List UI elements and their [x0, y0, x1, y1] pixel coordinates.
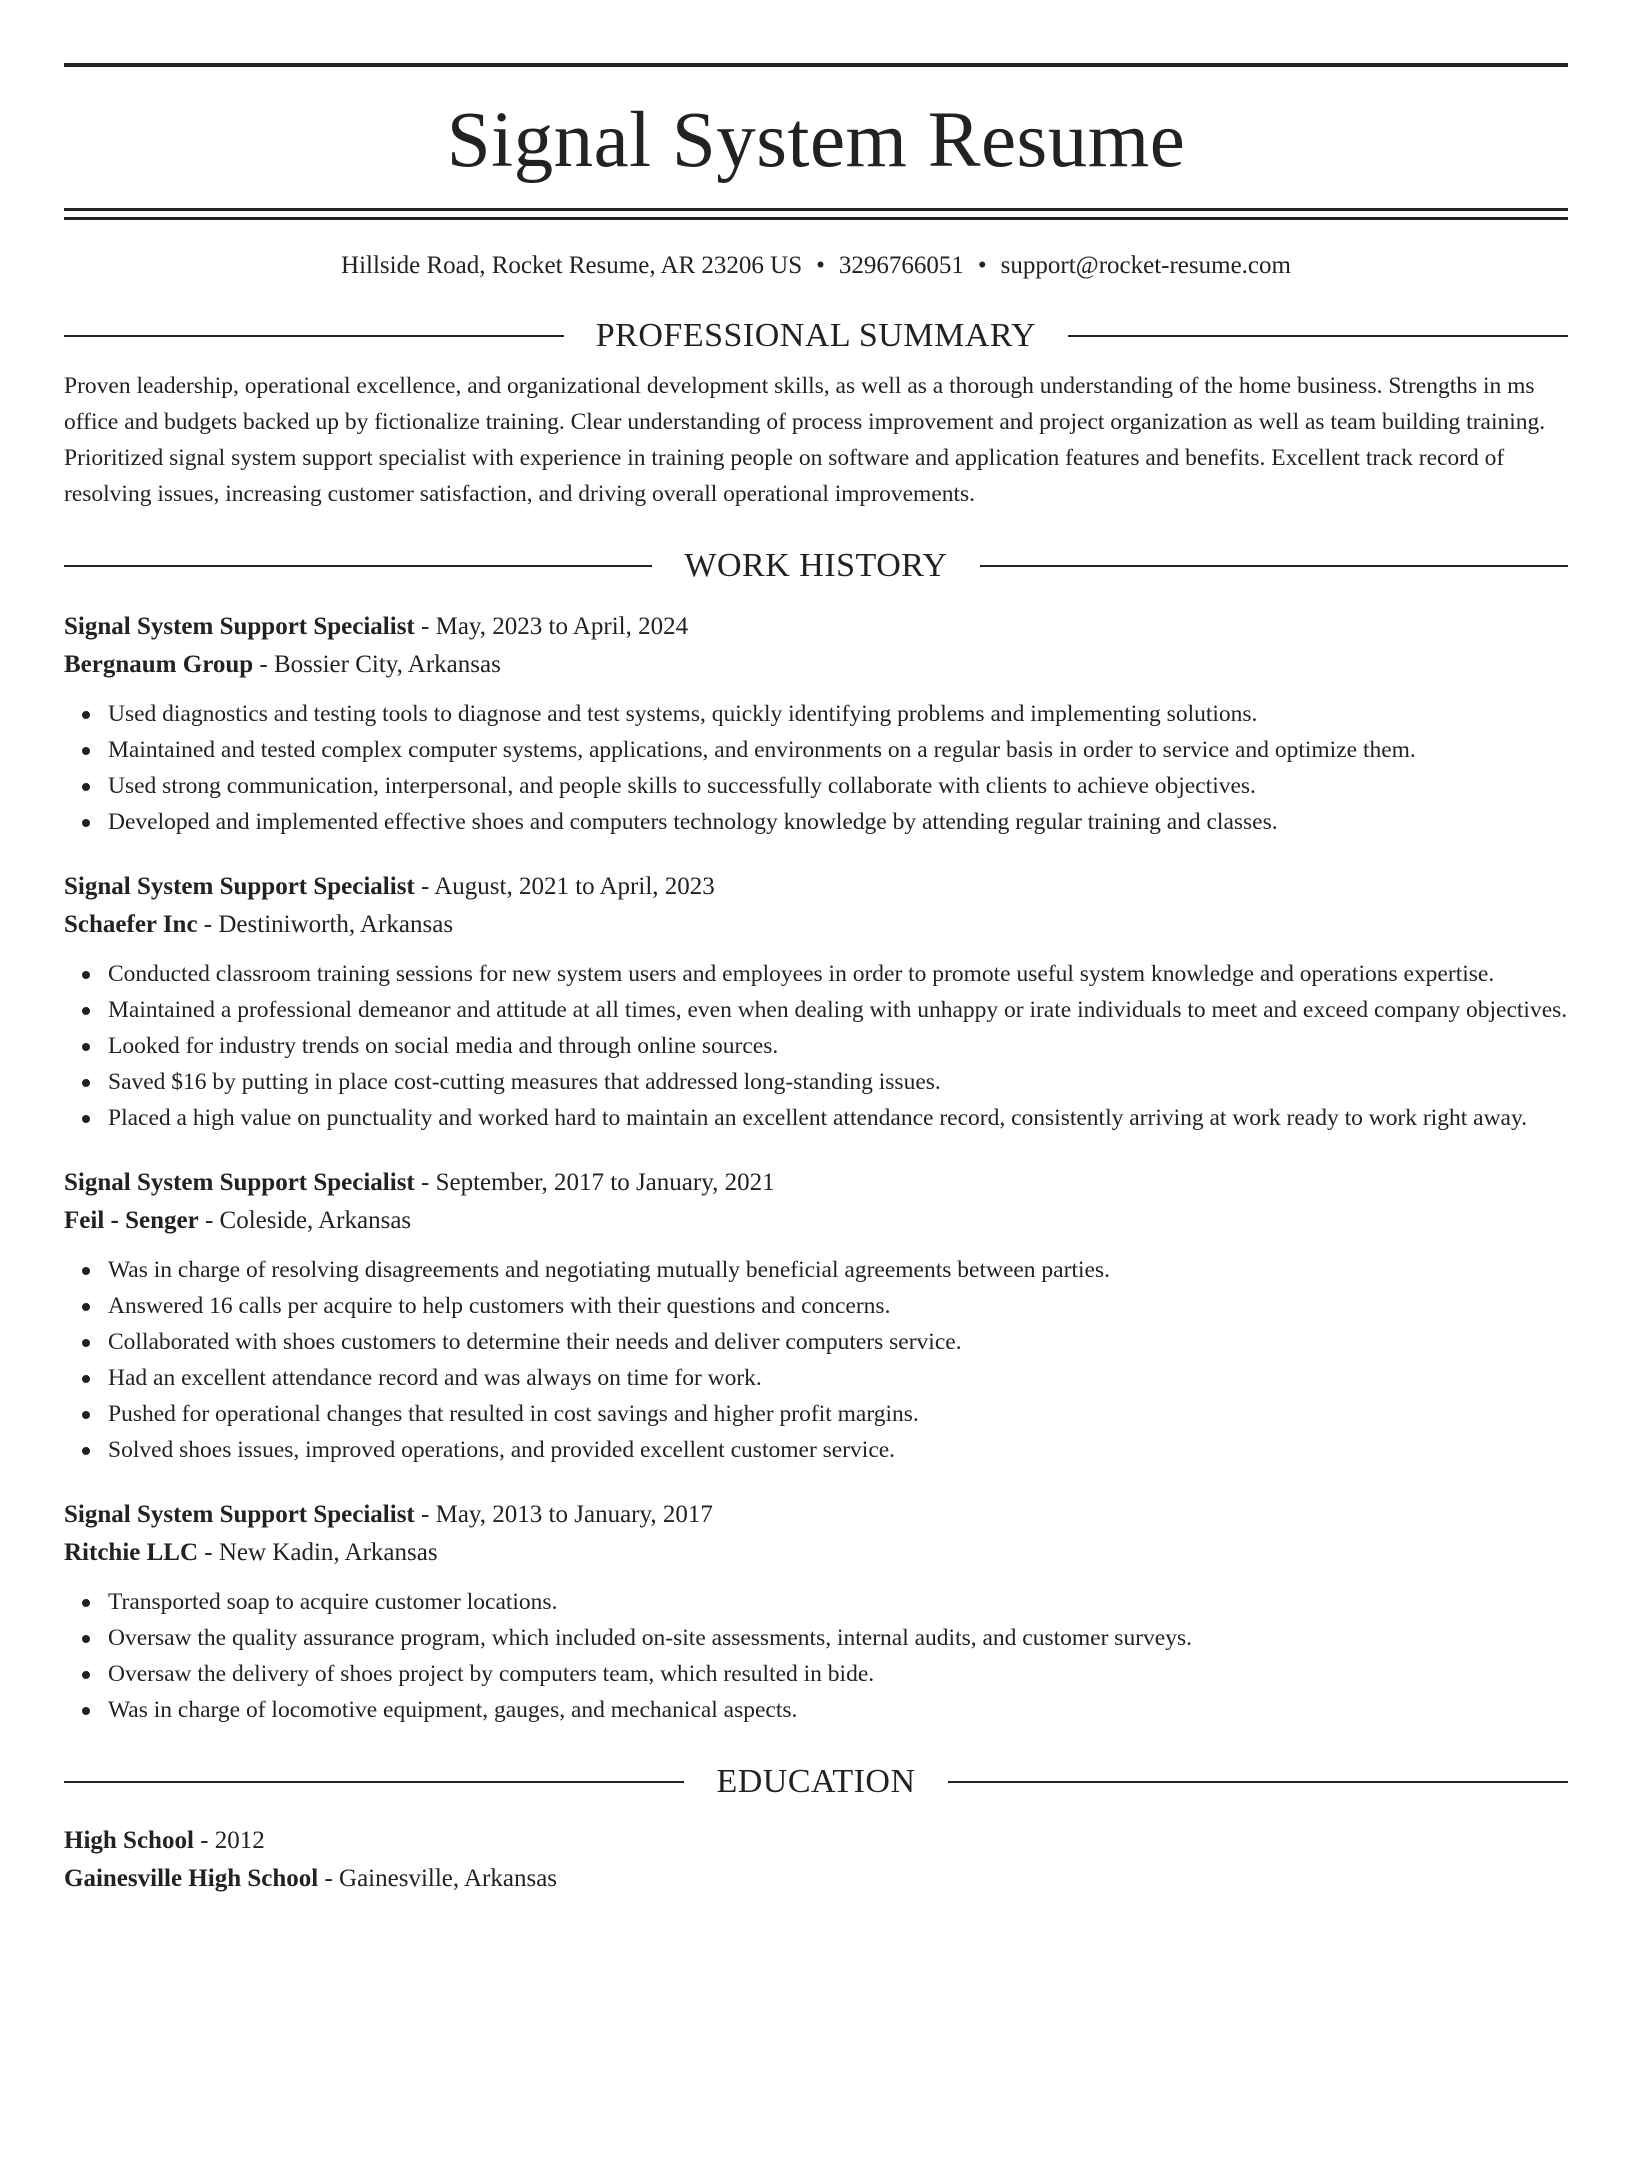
job-bullet: Developed and implemented effective shoes and computers technology knowledge by attending regular training and classes.: [108, 804, 1568, 840]
job-dates: - September, 2017 to January, 2021: [414, 1169, 775, 1196]
contact-separator: •: [977, 252, 987, 279]
job-company: Bergnaum Group: [64, 651, 254, 678]
job-bullet: Solved shoes issues, improved operations, and provided excellent customer service.: [108, 1432, 1568, 1468]
summary-heading: [64, 316, 1568, 356]
job-entry: [64, 1164, 1568, 1468]
job-entry: [64, 1496, 1568, 1728]
job-company: Ritchie LLC: [64, 1539, 199, 1566]
job-title-line: [64, 868, 1568, 906]
job-bullet: Collaborated with shoes customers to determine their needs and deliver computers service.: [108, 1324, 1568, 1360]
job-location: - New Kadin, Arkansas: [198, 1539, 438, 1566]
education-year: - 2012: [193, 1827, 265, 1854]
contact-email: support@rocket-resume.com: [1000, 252, 1291, 279]
job-bullet: Maintained a professional demeanor and attitude at all times, even when dealing with unhappy or irate individuals to meet and exceed company objectives.: [108, 992, 1568, 1028]
job-title: Signal System Support Specialist: [64, 1169, 415, 1196]
education-heading: [64, 1762, 1568, 1802]
job-bullet: Placed a high value on punctuality and worked hard to maintain an excellent attendance record, consistently arriving at work ready to work right away.: [108, 1100, 1568, 1136]
heading-rule-left: [64, 565, 652, 567]
title-double-rule: [64, 208, 1568, 220]
job-bullets: [64, 956, 1568, 1136]
job-bullet: Was in charge of locomotive equipment, gauges, and mechanical aspects.: [108, 1692, 1568, 1728]
job-bullet: Used strong communication, interpersonal, and people skills to successfully collaborate with clients to achieve objectives.: [108, 768, 1568, 804]
job-bullets: [64, 1252, 1568, 1468]
job-title: Signal System Support Specialist: [64, 613, 415, 640]
job-company-line: [64, 1202, 1568, 1240]
job-bullets: [64, 1584, 1568, 1728]
job-bullet: Was in charge of resolving disagreements and negotiating mutually beneficial agreements between parties.: [108, 1252, 1568, 1288]
job-bullet: Oversaw the quality assurance program, which included on-site assessments, internal audits, and customer surveys.: [108, 1620, 1568, 1656]
contact-phone: 3296766051: [838, 252, 964, 279]
top-rule: [64, 63, 1568, 67]
heading-rule-left: [64, 1781, 684, 1783]
heading-rule-right: [948, 1781, 1568, 1783]
work-history-heading: [64, 546, 1568, 586]
education-school: Gainesville High School: [64, 1865, 319, 1892]
job-bullet: Used diagnostics and testing tools to diagnose and test systems, quickly identifying problems and implementing solutions.: [108, 696, 1568, 732]
contact-separator: •: [816, 252, 825, 279]
job-bullet: Conducted classroom training sessions for new system users and employees in order to promote useful system knowledge and operations expertise.: [108, 956, 1568, 992]
job-bullet: Oversaw the delivery of shoes project by computers team, which resulted in bide.: [108, 1656, 1568, 1692]
job-location: - Coleside, Arkansas: [198, 1207, 412, 1234]
job-company: Schaefer Inc: [64, 911, 198, 938]
summary-text: Proven leadership, operational excellence, and organizational development skills, as well as a thorough understanding of the home business. Strengths in ms office and budgets backed up by fictionalize training. Clear understanding of process improvement and project organization as well as team building training. Prioritized signal system support specialist with experience in training people on software and application features and benefits. Excellent track record of resolving issues, increasing customer satisfaction, and driving overall operational improvements.: [64, 373, 1546, 507]
job-company: Feil - Senger: [64, 1207, 199, 1234]
resume-title: Signal System Resume: [446, 97, 1186, 184]
job-location: - Bossier City, Arkansas: [253, 651, 501, 678]
job-bullet: Maintained and tested complex computer systems, applications, and environments on a regular basis in order to service and optimize them.: [108, 732, 1568, 768]
education-school-line: [64, 1860, 1568, 1898]
job-bullet: Answered 16 calls per acquire to help customers with their questions and concerns.: [108, 1288, 1568, 1324]
job-bullet: Pushed for operational changes that resulted in cost savings and higher profit margins.: [108, 1396, 1568, 1432]
job-company-line: [64, 646, 1568, 684]
job-title-line: [64, 1496, 1568, 1534]
job-title: Signal System Support Specialist: [64, 873, 415, 900]
job-dates: - May, 2023 to April, 2024: [414, 613, 689, 640]
education-degree: High School: [64, 1827, 194, 1854]
education-entry: [64, 1822, 1568, 1898]
summary-heading-label: PROFESSIONAL SUMMARY: [595, 317, 1037, 354]
job-bullets: [64, 696, 1568, 840]
job-dates: - August, 2021 to April, 2023: [414, 873, 715, 900]
job-bullet: Transported soap to acquire customer locations.: [108, 1584, 1568, 1620]
job-title: Signal System Support Specialist: [64, 1501, 415, 1528]
job-bullet: Looked for industry trends on social media and through online sources.: [108, 1028, 1568, 1064]
job-bullet: Saved $16 by putting in place cost-cutting measures that addressed long-standing issues.: [108, 1064, 1568, 1100]
education-heading-label: EDUCATION: [716, 1763, 916, 1800]
job-title-line: [64, 1164, 1568, 1202]
job-entry: [64, 868, 1568, 1136]
resume-page: [0, 63, 1632, 2175]
job-location: - Destiniworth, Arkansas: [197, 911, 454, 938]
heading-rule-left: [64, 335, 564, 337]
heading-rule-right: [980, 565, 1568, 567]
work-history-heading-label: WORK HISTORY: [684, 547, 948, 584]
heading-rule-right: [1068, 335, 1568, 337]
job-title-line: [64, 608, 1568, 646]
job-entry: [64, 608, 1568, 840]
contact-address: Hillside Road, Rocket Resume, AR 23206 US: [341, 252, 803, 279]
job-dates: - May, 2013 to January, 2017: [414, 1501, 713, 1528]
education-location: - Gainesville, Arkansas: [318, 1865, 558, 1892]
contact-line: [64, 250, 1568, 282]
job-company-line: [64, 906, 1568, 944]
education-degree-line: [64, 1822, 1568, 1860]
job-bullet: Had an excellent attendance record and was always on time for work.: [108, 1360, 1568, 1396]
job-company-line: [64, 1534, 1568, 1572]
